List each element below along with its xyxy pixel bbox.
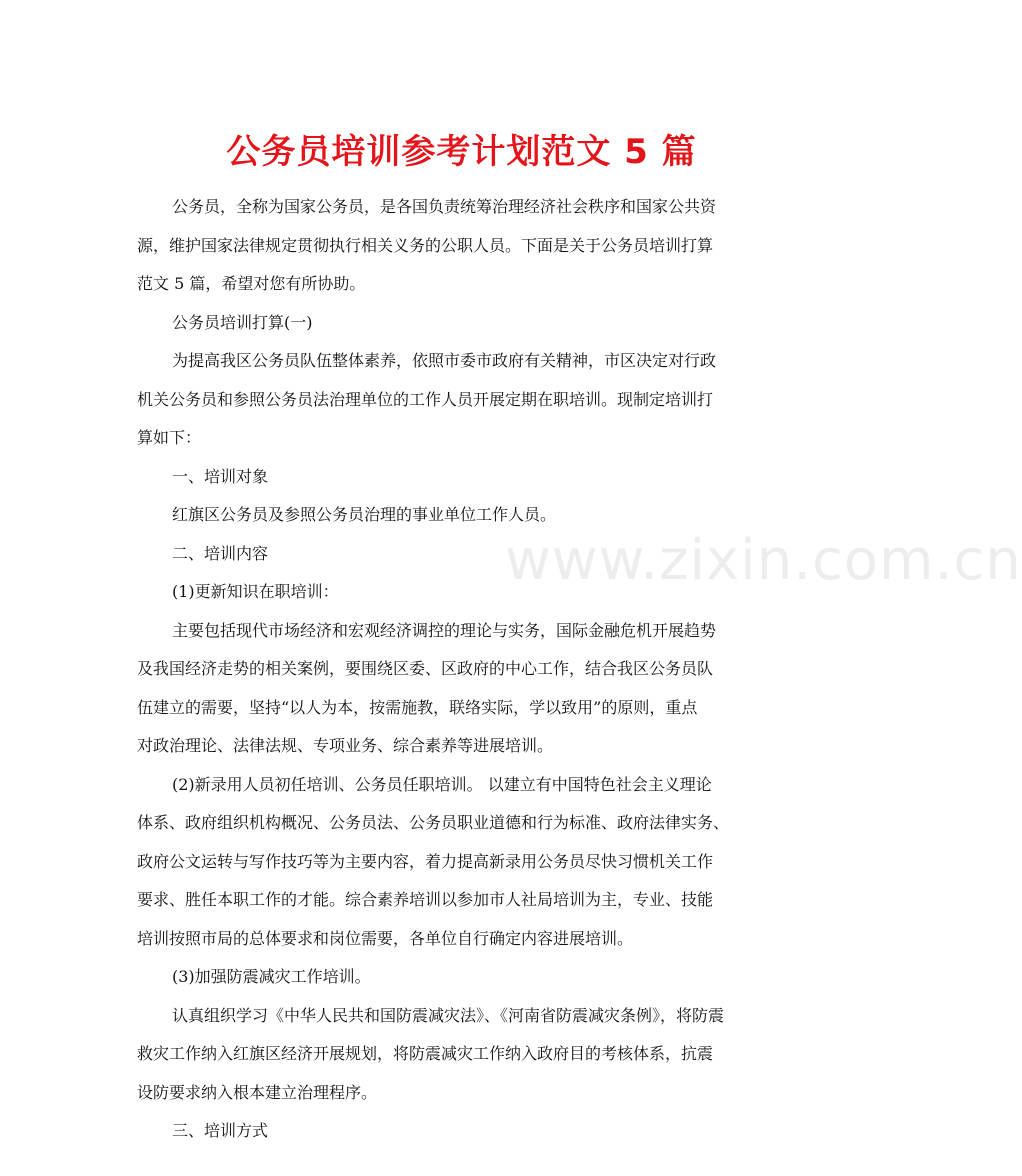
paragraph-line: 机关公务员和参照公务员法治理单位的工作人员开展定期在职培训。现制定培训打 (137, 389, 714, 409)
paragraph-line: 认真组织学习《中华人民共和国防震减灾法》、《河南省防震减灾条例》，将防震 (172, 1005, 725, 1025)
subsection-heading: (3)加强防震减灾工作培训。 (172, 967, 371, 986)
paragraph-line: 要求、胜任本职工作的才能。综合素养培训以参加市人社局培训为主，专业、技能 (137, 890, 714, 909)
paragraph-line: 为提高我区公务员队伍整体素养，依照市委市政府有关精神，市区决定对行政 (172, 351, 717, 370)
paragraph-line: 救灾工作纳入红旗区经济开展规划，将防震减灾工作纳入政府目的考核体系，抗震 (137, 1044, 714, 1063)
intro-line-2: 源，维护国家法律规定贯彻执行相关义务的公职人员。下面是关于公务员培训打算 (137, 235, 714, 255)
section-heading: 一、培训对象 (172, 466, 269, 486)
paragraph-line: 培训按照市局的总体要求和岗位需要，各单位自行确定内容进展培训。 (137, 928, 634, 948)
section-heading: 公务员培训打算(一) (172, 312, 313, 332)
paragraph-line: 对政治理论、法律法规、专项业务、综合素养等进展培训。 (137, 736, 554, 755)
paragraph-line: 算如下： (137, 428, 202, 447)
subsection-heading: (1)更新知识在职培训： (172, 582, 339, 601)
paragraph-line: 主要包括现代市场经济和宏观经济调控的理论与实务，国际金融危机开展趋势 (172, 620, 717, 640)
paragraph-line: 伍建立的需要，坚持“以人为本，按需施教，联络实际，学以致用”的原则，重点 (137, 697, 698, 717)
section-heading: 三、培训方式 (172, 1121, 269, 1140)
document-title: 公务员培训参考计划范文 5 篇 (226, 132, 697, 172)
paragraph-line: 及我国经济走势的相关案例，要围绕区委、区政府的中心工作，结合我区公务员队 (137, 659, 714, 678)
watermark: www.zixin.com.cn (505, 528, 1022, 593)
paragraph-line: (2)新录用人员初任培训、公务员任职培训。 以建立有中国特色社会主义理论 (172, 774, 712, 794)
intro-line-3: 范文 5 篇，希望对您有所协助。 (137, 274, 366, 293)
paragraph-line: 设防要求纳入根本建立治理程序。 (137, 1082, 378, 1102)
paragraph-line: 政府公文运转与写作技巧等为主要内容，着力提高新录用公务员尽快习惯机关工作 (137, 851, 714, 871)
intro-line-1: 公务员，全称为国家公务员，是各国负责统筹治理经济社会秩序和国家公共资 (172, 197, 717, 216)
paragraph-line: 体系、政府组织机构概况、公务员法、公务员职业道德和行为标准、政府法律实务、 (137, 813, 730, 832)
section-heading: 二、培训内容 (172, 543, 269, 563)
paragraph-line: 红旗区公务员及参照公务员治理的事业单位工作人员。 (172, 505, 557, 524)
